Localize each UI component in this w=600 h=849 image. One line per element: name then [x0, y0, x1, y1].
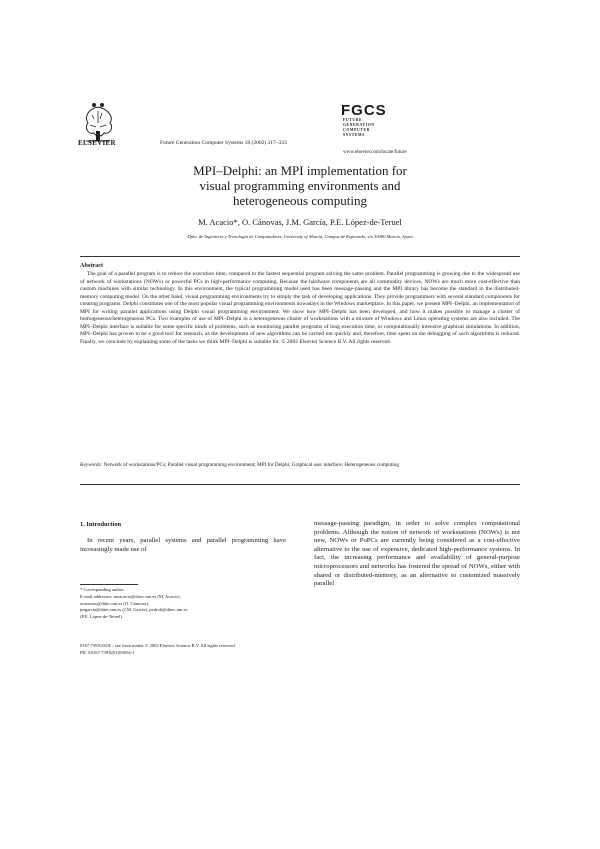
keywords: [80, 462, 520, 469]
journal-url[interactable]: www.elsevier.com/locate/future: [343, 150, 407, 155]
abstract-bottom-rule: [80, 484, 520, 485]
paper-title: [100, 163, 500, 208]
footnote-rule: [80, 584, 138, 585]
abstract-text: The goal of a parallel program is to reduce the execution time, compared to the fastest sequential program solving the same problem. Parallel programming is growing due to the widespread use of network of workstations (NOWs) or powerful PCs in high-performance computing. Because the hardware components are all commodity devices, NOWs are much more cost-effective than custom machines with similar technology. In this environment, the typical programming model used has been message-passing and the MPI library has become the standard in the distributed-memory computing model. On the other hand, visual programming environments try to simply the task of developing applications. They provide programmers with several standard components for creating programs. Delphi constitutes one of the most popular visual programming environments nowadays in the Windows marketplace. In this paper, we present MPI–Delphi, an implementation of MPI for writing parallel applications using Delphi visual programming environment. We show how MPI–Delphi has been developed, and how it makes possible to manage a cluster of homogeneous/heterogeneous PCs. Two examples of use of MPI–Delphi in a heterogeneous cluster of workstations with a mixture of Windows and Linux operating systems are also included. The MPI–Delphi interface is suitable for some specific kinds of problems, such as monitoring parallel programs of long execution time, or computationally intensive graphical simulations. In addition, MPI–Delphi has proven to be a good tool for research, as the development of new algorithms can be carried out quickly and, therefore, time spent on the debugging of such algorithms is reduced. Finally, we conclude by explaining some of the tasks we think MPI–Delphi is suitable for. © 2002 Elsevier Science B.V. All rights reserved.: [80, 271, 520, 345]
fgcs-logo-line-3: COMPUTER: [343, 128, 370, 132]
intro-left-column: In recent years, parallel systems and parallel programming have increasingly made use of: [80, 537, 286, 553]
fgcs-logo-line-4: SYSTEMS: [343, 133, 365, 137]
title-line-1: MPI–Delphi: an MPI implementation for: [193, 163, 407, 178]
fgcs-logo-title: FGCS: [341, 102, 387, 119]
fgcs-logo-line-1: FUTURE: [343, 118, 363, 122]
section-heading-introduction: 1. Introduction: [80, 521, 122, 528]
abstract-heading: Abstract: [80, 262, 104, 269]
keywords-text: Network of workstations/PCs; Parallel visual programming environment; MPI for Delphi; Graphical user interface; Heterogeneous computing: [102, 462, 399, 468]
keywords-label: Keywords:: [80, 462, 103, 468]
authors: M. Acacio*, O. Cánovas, J.M. García, P.E. López-de-Teruel: [198, 217, 402, 227]
title-line-3: heterogeneous computing: [233, 193, 367, 208]
title-line-2: visual programming environments and: [199, 178, 401, 193]
copyright-line: 0167-739X/02/$ – see front matter © 2002 Elsevier Science B.V. All rights reserved.: [80, 643, 236, 648]
intro-right-column: message-passing paradigm, in order to solve complex computational problems. Although the notion of network of workstations (NOWs) is not new, NOWs or PoPCs are currently being considered as a cost-effective alternative to the use of expensive, dedicated high-performance systems. In fact, the increasing performance and availability of general-purpose microprocessors and networks has fostered the spread of NOWs, either with shared or distributed-memory, as an alternative to customized massively parallel: [314, 520, 520, 588]
pii-line: PII: S0167-739X(01)00054-1: [80, 649, 135, 655]
fgcs-journal-logo: [341, 103, 409, 138]
copyright-block: [80, 643, 380, 657]
footnote-line: * Corresponding author.: [80, 587, 125, 592]
footnote-line: jmgarcia@ditec.um.es (J.M. García), pedrolt@ditec.um.es: [80, 607, 188, 613]
affiliation: Dpto. de Ingeniería y Tecnología de Computadores, University of Murcia, Campus de Espinardo, s/n 30080 Murcia, Spain: [187, 234, 413, 239]
abstract-top-rule: [80, 256, 520, 257]
publisher-name: ELSEVIER: [78, 139, 116, 147]
journal-citation: Future Generation Computer Systems 18 (2002) 317–333: [160, 140, 287, 146]
footnote-line: (P.E. López-de-Teruel).: [80, 614, 124, 620]
fgcs-logo-line-2: GENERATION: [343, 123, 375, 127]
footnotes: [80, 587, 286, 621]
footnote-line: E-mail addresses: meacacio@ditec.um.es (M. Acacio),: [80, 593, 181, 599]
footnote-line: ocanovas@ditec.um.es (O. Cánovas),: [80, 600, 150, 606]
